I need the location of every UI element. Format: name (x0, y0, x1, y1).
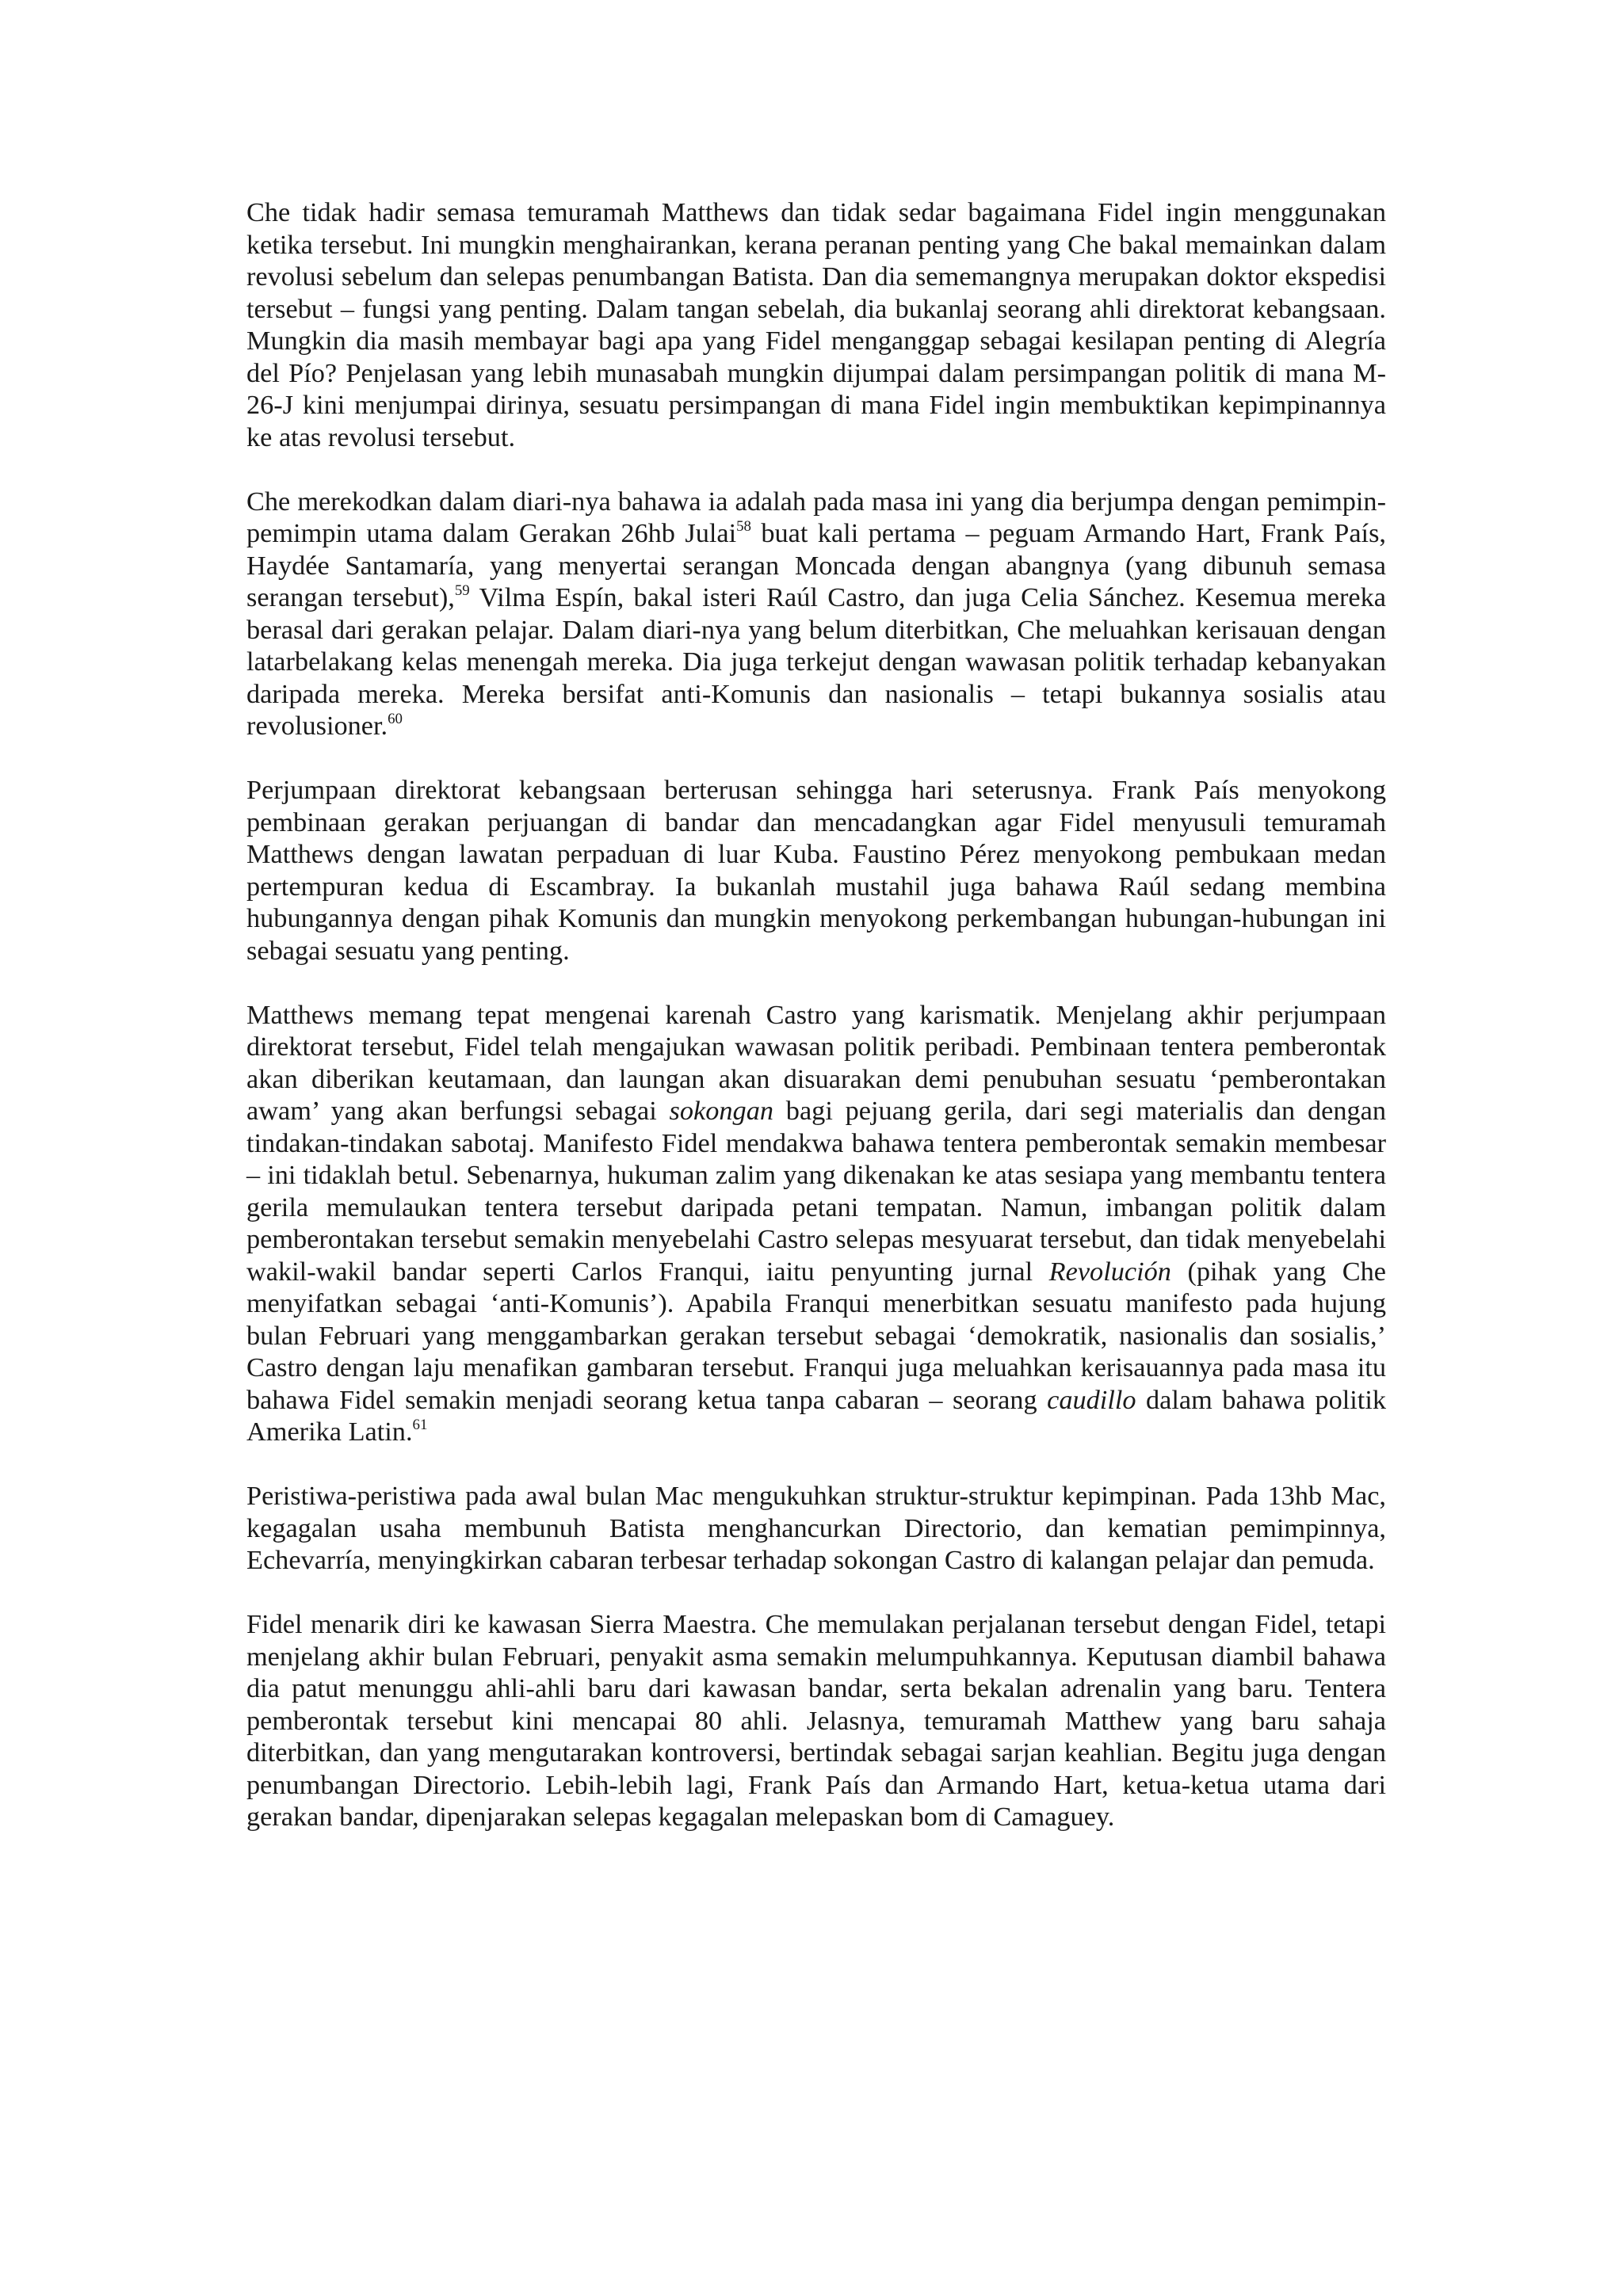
italic-term-caudillo: caudillo (1047, 1384, 1136, 1415)
paragraph-6 (246, 1608, 1386, 1833)
footnote-ref-60[interactable]: 60 (388, 710, 403, 727)
text-run: Vilma Espín, bakal isteri Raúl Castro, dan juga Celia Sánchez. Kesemua mereka berasal dari gerakan pelajar. Dalam diari-nya yang belum diterbitkan, Che meluahkan kerisauan dengan latarbelakang kelas menengah mereka. Dia juga terkejut dengan wawasan politik terhadap kebanyakan daripada mereka. Mereka bersifat anti-Komunis dan nasionalis – tetapi bukannya sosialis atau revolusioner. (246, 582, 1386, 741)
footnote-ref-58[interactable]: 58 (736, 517, 751, 535)
paragraph-2 (246, 486, 1386, 742)
text-run: Che merekodkan dalam diari-nya bahawa ia adalah pada masa ini yang dia berjumpa dengan pemimpin-pemimpin utama dalam Gerakan 26hb Julai (246, 486, 1386, 548)
document-page (246, 196, 1386, 1865)
footnote-ref-61[interactable]: 61 (412, 1416, 428, 1433)
text-run: Fidel menarik diri ke kawasan Sierra Maestra. Che memulakan perjalanan tersebut dengan Fidel, tetapi menjelang akhir bulan Februari, penyakit asma semakin melumpuhkannya. Keputusan diambil bahawa dia patut menunggu ahli-ahli baru dari kawasan bandar, serta bekalan adrenalin yang baru. Tentera pemberontak tersebut kini mencapai 80 ahli. Jelasnya, temuramah Matthew yang baru sahaja diterbitkan, dan yang mengutarakan kontroversi, bertindak sebagai sarjan keahlian. Begitu juga dengan penumbangan Directorio. Lebih-lebih lagi, Frank País dan Armando Hart, ketua-ketua utama dari gerakan bandar, dipenjarakan selepas kegagalan melepaskan bom di Camaguey. (246, 1609, 1386, 1832)
text-run: Perjumpaan direktorat kebangsaan berterusan sehingga hari seterusnya. Frank País menyokong pembinaan gerakan perjuangan di bandar dan mencadangkan agar Fidel menyusuli temuramah Matthews dengan lawatan perpaduan di luar Kuba. Faustino Pérez menyokong pembukaan medan pertempuran kedua di Escambray. Ia bukanlah mustahil juga bahawa Raúl sedang membina hubungannya dengan pihak Komunis dan mungkin menyokong perkembangan hubungan-hubungan ini sebagai sesuatu yang penting. (246, 775, 1386, 966)
text-run: bagi pejuang gerila, dari segi materialis dan dengan tindakan-tindakan sabotaj. Manifesto Fidel mendakwa bahawa tentera pemberontak semakin membesar – ini tidaklah betul. Sebenarnya, hukuman zalim yang dikenakan ke atas sesiapa yang membantu tentera gerila memulaukan tentera tersebut daripada petani tempatan. Namun, imbangan politik dalam pemberontakan tersebut semakin menyebelahi Castro selepas mesyuarat tersebut, dan tidak menyebelahi wakil-wakil bandar seperti Carlos Franqui, iaitu penyunting jurnal (246, 1096, 1387, 1287)
paragraph-4 (246, 999, 1386, 1448)
text-run: (pihak yang Che menyifatkan sebagai ‘anti-Komunis’). Apabila Franqui menerbitkan sesuatu manifesto pada hujung bulan Februari yang menggambarkan gerakan tersebut sebagai ‘demokratik, nasionalis dan sosialis,’ Castro dengan laju menafikan gambaran tersebut. Franqui juga meluahkan kerisauannya pada masa itu bahawa Fidel semakin menjadi seorang ketua tanpa cabaran – seorang (246, 1256, 1386, 1415)
text-run: Matthews memang tepat mengenai karenah Castro yang karismatik. Menjelang akhir perjumpaan direktorat tersebut, Fidel telah mengajukan wawasan politik peribadi. Pembinaan tentera pemberontak akan diberikan keutamaan, dan laungan akan disuarakan demi penubuhan sesuatu ‘pemberontakan awam’ yang akan berfungsi sebagai (246, 999, 1386, 1126)
paragraph-3 (246, 774, 1386, 967)
text-run: Peristiwa-peristiwa pada awal bulan Mac mengukuhkan struktur-struktur kepimpinan. Pada 13hb Mac, kegagalan usaha membunuh Batista menghancurkan Directorio, dan kematian pemimpinnya, Echevarría, menyingkirkan cabaran terbesar terhadap sokongan Castro di kalangan pelajar dan pemuda. (246, 1481, 1386, 1575)
paragraph-1 (246, 196, 1386, 453)
italic-term-sokongan: sokongan (669, 1096, 774, 1126)
text-run: dalam bahawa politik Amerika Latin. (246, 1384, 1386, 1447)
italic-title-revolucion: Revolución (1048, 1256, 1171, 1287)
footnote-ref-59[interactable]: 59 (454, 582, 470, 599)
paragraph-5 (246, 1480, 1386, 1577)
text-run: Che tidak hadir semasa temuramah Matthews dan tidak sedar bagaimana Fidel ingin menggunakan ketika tersebut. Ini mungkin menghairankan, kerana peranan penting yang Che bakal memainkan dalam revolusi sebelum dan selepas penumbangan Batista. Dan dia sememangnya merupakan doktor ekspedisi tersebut – fungsi yang penting. Dalam tangan sebelah, dia bukanlaj seorang ahli direktorat kebangsaan. Mungkin dia masih membayar bagi apa yang Fidel menganggap sebagai kesilapan penting di Alegría del Pío? Penjelasan yang lebih munasabah mungkin dijumpai dalam persimpangan politik di mana M-26-J kini menjumpai dirinya, sesuatu persimpangan di mana Fidel ingin membuktikan kepimpinannya ke atas revolusi tersebut. (246, 197, 1386, 452)
text-run: buat kali pertama – peguam Armando Hart, Frank País, Haydée Santamaría, yang menyertai serangan Moncada dengan abangnya (yang dibunuh semasa serangan tersebut), (246, 518, 1386, 612)
